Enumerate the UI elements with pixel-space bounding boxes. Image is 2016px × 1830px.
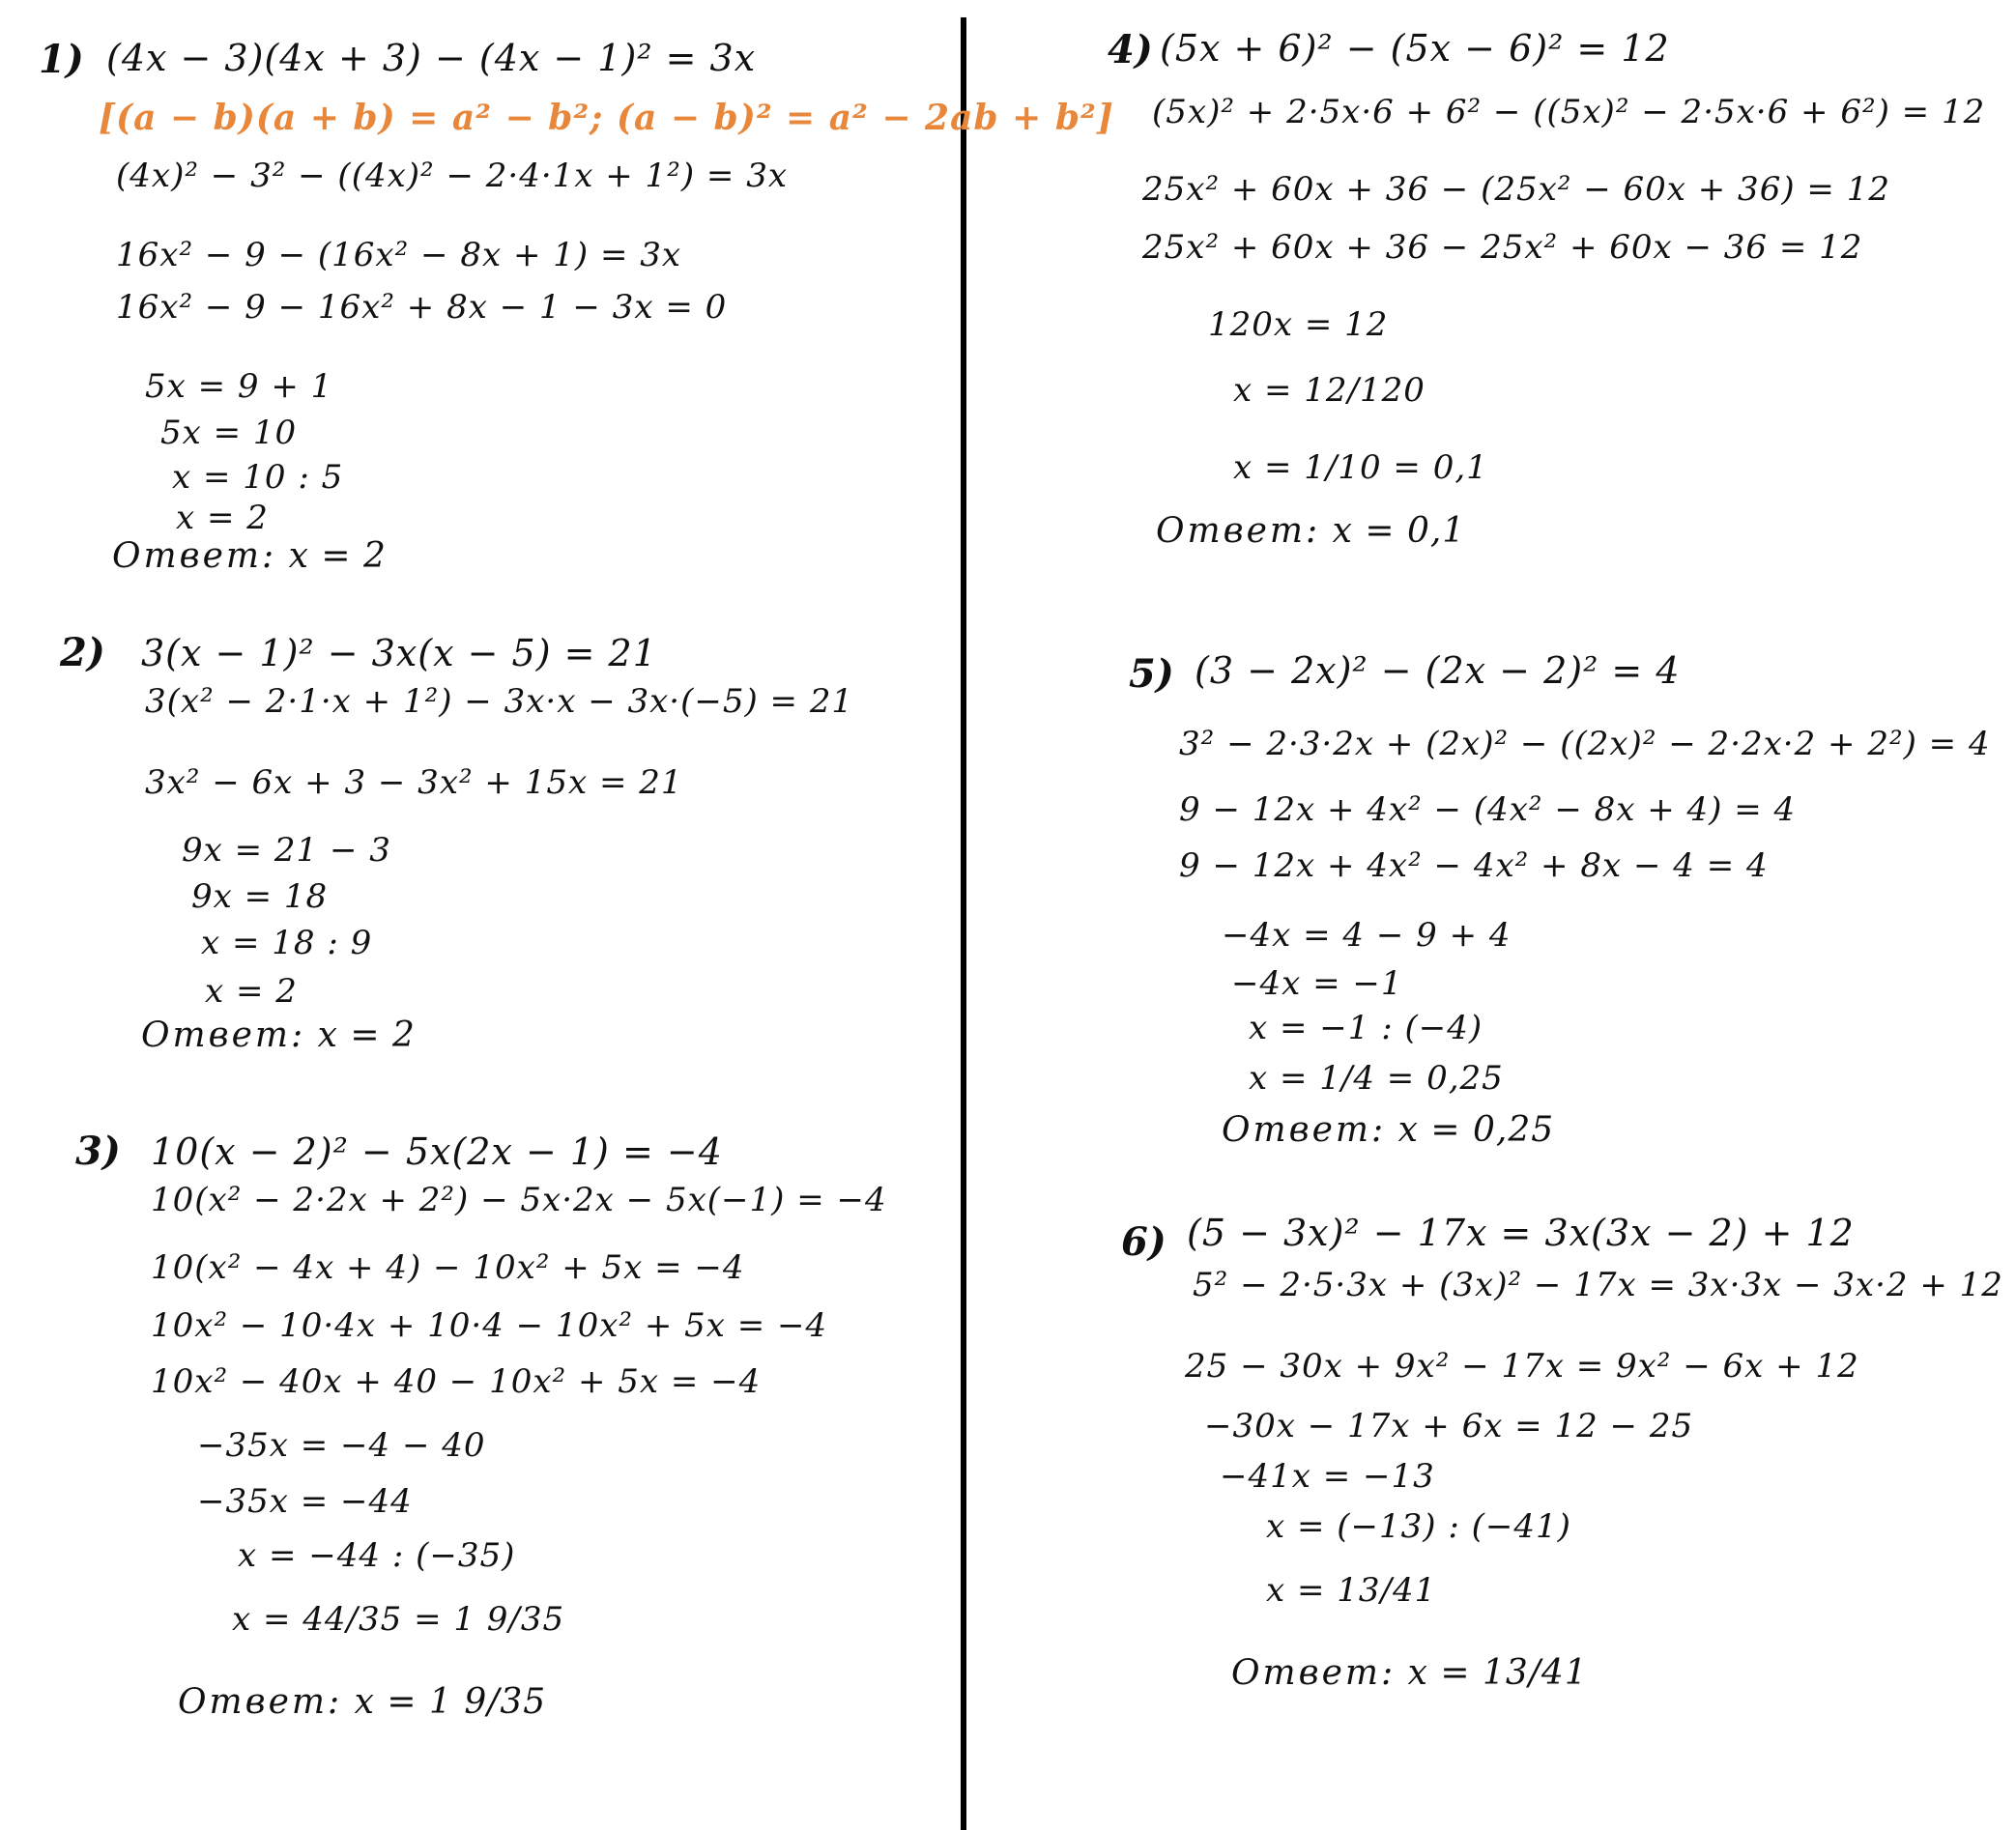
solution-step: x = 44/35 = 1 9/35 [232,1600,565,1639]
answer-value: x = 13/41 [1407,1653,1588,1693]
answer-value: x = 0,1 [1332,511,1466,551]
solution-step: 10x² − 40x + 40 − 10x² + 5x = −4 [151,1362,762,1401]
answer [112,537,387,576]
answer-label: Ответ: [112,536,277,576]
formula-hint: [(a − b)(a + b) = a² − b²; (a − b)² = a² − 2ab + b²] [99,98,1114,138]
solution-step: 10(x² − 2·2x + 2²) − 5x·2x − 5x(−1) = −4 [151,1181,887,1219]
solution-step: 3x² − 6x + 3 − 3x² + 15x = 21 [145,763,683,802]
solution-step: x = 1/10 = 0,1 [1233,448,1488,487]
solution-step: x = 2 [176,499,269,537]
problem-number: 4) [1108,27,1153,72]
problem-number: 6) [1121,1219,1166,1265]
solution-step: 25x² + 60x + 36 − (25x² − 60x + 36) = 12 [1142,170,1890,209]
solution-step: 16x² − 9 − 16x² + 8x − 1 − 3x = 0 [116,288,728,327]
solution-step: −35x = −4 − 40 [197,1426,486,1465]
answer-label: Ответ: [1231,1653,1397,1693]
equation: 3(x − 1)² − 3x(x − 5) = 21 [141,632,657,674]
answer [141,1016,416,1055]
solution-step: x = 1/4 = 0,25 [1249,1059,1504,1098]
answer-label: Ответ: [1222,1110,1387,1150]
equation: (5x + 6)² − (5x − 6)² = 12 [1160,27,1670,70]
solution-step: −41x = −13 [1220,1457,1435,1496]
solution-step: x = (−13) : (−41) [1266,1507,1571,1546]
problem-number: 2) [60,630,105,675]
problem-number: 5) [1129,651,1174,697]
solution-step: 120x = 12 [1208,305,1389,344]
answer-label: Ответ: [141,1015,306,1055]
solution-step: 25 − 30x + 9x² − 17x = 9x² − 6x + 12 [1185,1347,1859,1386]
solution-step: 16x² − 9 − (16x² − 8x + 1) = 3x [116,236,682,274]
solution-step: −30x − 17x + 6x = 12 − 25 [1204,1407,1694,1445]
answer [1231,1654,1588,1693]
answer [1222,1111,1554,1150]
solution-step: 9x = 21 − 3 [182,831,391,870]
problem-number: 3) [75,1129,121,1174]
solution-step: 9 − 12x + 4x² − 4x² + 8x − 4 = 4 [1179,846,1769,885]
solution-step: x = 18 : 9 [201,924,373,962]
answer-label: Ответ: [1156,511,1321,551]
answer [178,1683,546,1722]
solution-step: x = −1 : (−4) [1249,1009,1483,1047]
column-divider [961,17,966,1830]
solution-step: x = 12/120 [1233,371,1426,410]
equation: (3 − 2x)² − (2x − 2)² = 4 [1195,649,1681,692]
solution-step: 10x² − 10·4x + 10·4 − 10x² + 5x = −4 [151,1306,828,1345]
solution-step: 9x = 18 [191,877,329,916]
answer-value: x = 1 9/35 [354,1682,547,1722]
equation: (5 − 3x)² − 17x = 3x(3x − 2) + 12 [1187,1212,1855,1254]
answer-value: x = 0,25 [1397,1110,1555,1150]
solution-step: x = 10 : 5 [172,458,344,497]
solution-step: −35x = −44 [197,1482,413,1521]
solution-step: −4x = 4 − 9 + 4 [1222,916,1512,955]
solution-step: (4x)² − 3² − ((4x)² − 2·4·1x + 1²) = 3x [116,157,788,195]
answer-value: x = 2 [288,536,387,576]
solution-step: x = 13/41 [1266,1571,1437,1610]
solution-step: −4x = −1 [1231,964,1403,1003]
solution-step: 3(x² − 2·1·x + 1²) − 3x·x − 3x·(−5) = 21 [145,682,854,721]
answer-label: Ответ: [178,1682,343,1722]
answer [1156,512,1465,551]
solution-step: 5² − 2·5·3x + (3x)² − 17x = 3x·3x − 3x·2 + 12 [1193,1266,2003,1304]
equation: (4x − 3)(4x + 3) − (4x − 1)² = 3x [106,37,757,79]
equation: 10(x − 2)² − 5x(2x − 1) = −4 [151,1130,723,1173]
solution-step: 3² − 2·3·2x + (2x)² − ((2x)² − 2·2x·2 + 2²) = 4 [1179,725,1991,763]
solution-step: x = −44 : (−35) [238,1536,516,1575]
solution-step: (5x)² + 2·5x·6 + 6² − ((5x)² − 2·5x·6 + 6²) = 12 [1152,93,1986,131]
solution-step: 25x² + 60x + 36 − 25x² + 60x − 36 = 12 [1142,228,1863,267]
solution-step: x = 2 [205,972,298,1011]
problem-number: 1) [39,37,84,82]
solution-step: 9 − 12x + 4x² − (4x² − 8x + 4) = 4 [1179,790,1797,829]
solution-step: 5x = 10 [160,414,298,452]
solution-step: 10(x² − 4x + 4) − 10x² + 5x = −4 [151,1248,745,1287]
solution-step: 5x = 9 + 1 [145,367,333,406]
answer-value: x = 2 [317,1015,416,1055]
